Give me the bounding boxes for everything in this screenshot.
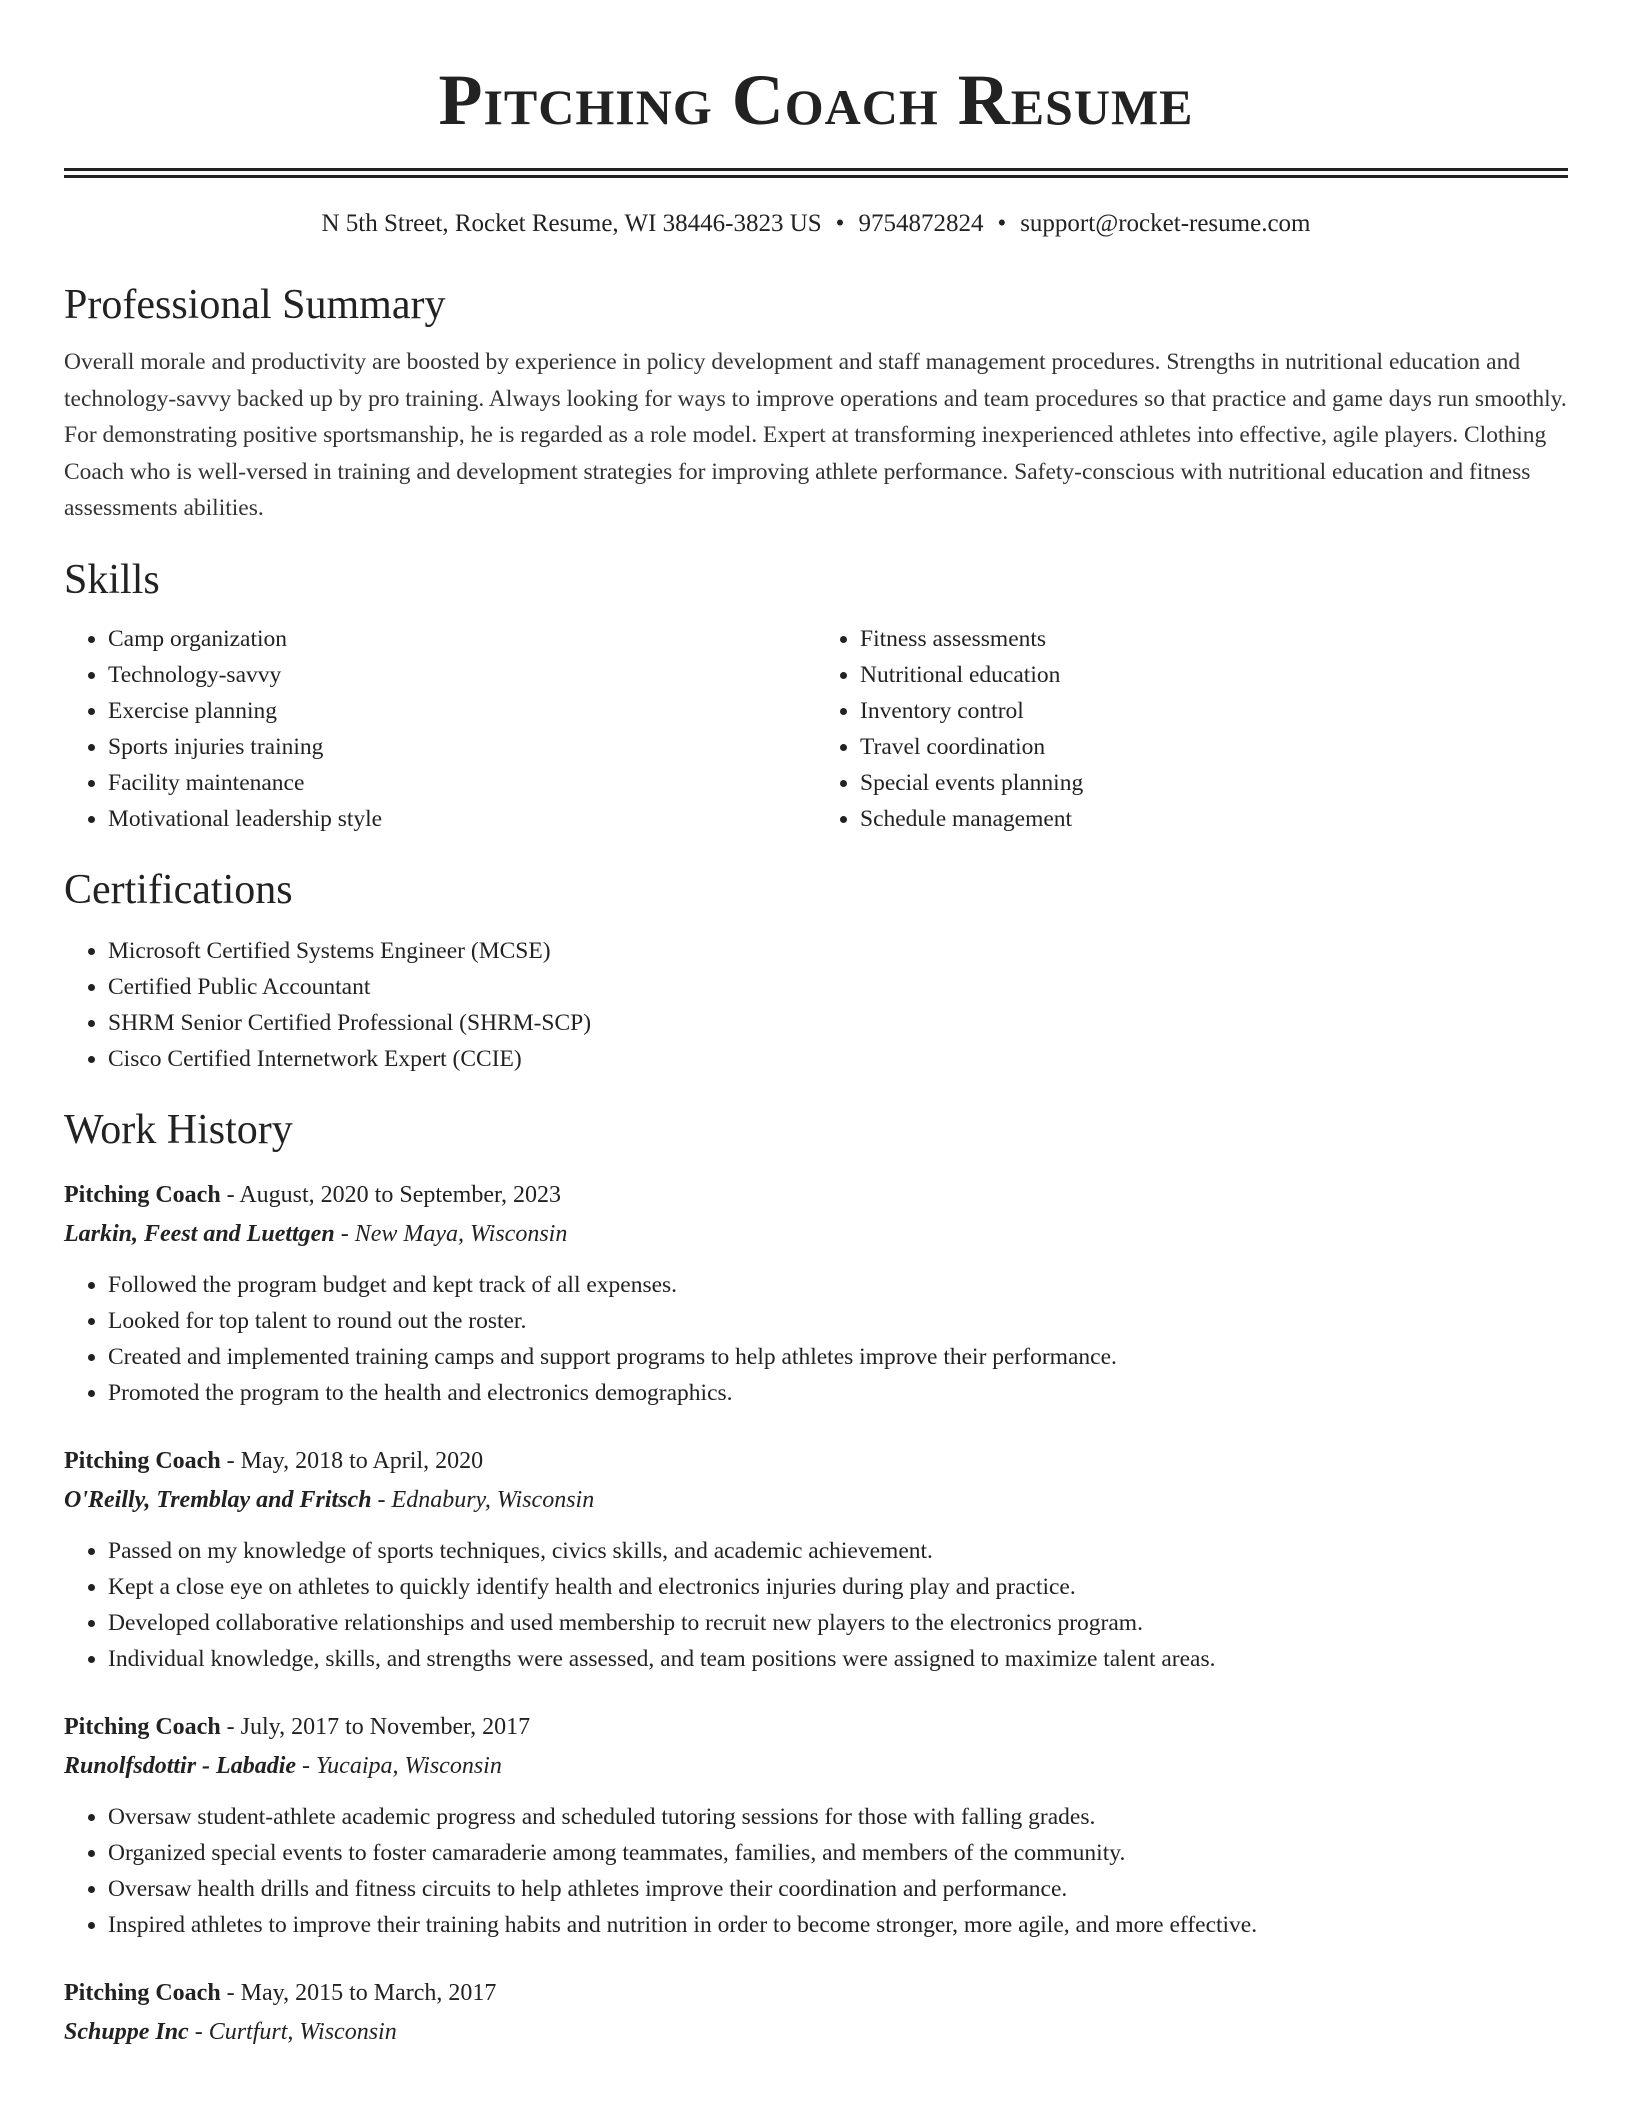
job-bullet: • Promoted the program to the health and electronics demographics. [108, 1375, 1568, 1411]
job-role: Pitching Coach [64, 1713, 221, 1740]
job-company-line: O'Reilly, Tremblay and Fritsch - Ednabury, Wisconsin [64, 1486, 595, 1513]
job-bullets [64, 1267, 1568, 1411]
job-bullets [64, 1533, 1568, 1677]
job-dates: August, 2020 to September, 2023 [239, 1181, 562, 1208]
job-title-line: Pitching Coach - July, 2017 to November, 2017 [64, 1713, 531, 1740]
job-dates: July, 2017 to November, 2017 [240, 1713, 531, 1740]
skills-left-list [64, 621, 816, 837]
skill-item: • Facility maintenance [108, 765, 816, 801]
skill-item: • Camp organization [108, 621, 816, 657]
job-company-line: Runolfsdottir - Labadie - Yucaipa, Wisconsin [64, 1752, 502, 1779]
certification-item: • Cisco Certified Internetwork Expert (CCIE) [108, 1041, 1568, 1077]
certification-item: • Microsoft Certified Systems Engineer (MCSE) [108, 933, 1568, 969]
skills-columns [64, 621, 1568, 837]
job-bullet: • Followed the program budget and kept track of all expenses. [108, 1267, 1568, 1303]
job-bullet: • Oversaw student-athlete academic progress and scheduled tutoring sessions for those with falling grades. [108, 1799, 1568, 1835]
job-company-line: Schuppe Inc - Curtfurt, Wisconsin [64, 2018, 397, 2045]
skill-item: • Motivational leadership style [108, 801, 816, 837]
contact-email: support@rocket-resume.com [1020, 210, 1311, 237]
skill-item: • Sports injuries training [108, 729, 816, 765]
job-bullet: • Looked for top talent to round out the roster. [108, 1303, 1568, 1339]
job-bullets [64, 1799, 1568, 1943]
job-company: O'Reilly, Tremblay and Fritsch [64, 1486, 372, 1513]
job-entry [64, 1441, 1568, 1677]
job-bullet: • Inspired athletes to improve their training habits and nutrition in order to become stronger, more agile, and more effective. [108, 1907, 1568, 1943]
skills-heading: Skills [64, 556, 160, 603]
work-history-heading: Work History [64, 1106, 293, 1153]
job-entry [64, 1175, 1568, 1411]
job-bullet: • Oversaw health drills and fitness circuits to help athletes improve their coordination and performance. [108, 1871, 1568, 1907]
job-location: Curtfurt, Wisconsin [208, 2018, 397, 2045]
skills-right-list [816, 621, 1568, 837]
job-dates: May, 2018 to April, 2020 [240, 1447, 484, 1474]
job-bullet: • Kept a close eye on athletes to quickly identify health and electronics injuries during play and practice. [108, 1569, 1568, 1605]
contact-line [64, 208, 1568, 240]
summary-text: Overall morale and productivity are boosted by experience in policy development and staff management procedures. Strengths in nutritional education and technology-savvy backed up by pro training. Always looking for ways to improve operations and team procedures so that practice and game days run smoothly. For demonstrating positive sportsmanship, he is regarded as a role model. Expert at transforming inexperienced athletes into effective, agile players. Clothing Coach who is well-versed in training and development strategies for improving athlete performance. Safety-conscious with nutritional education and fitness assessments abilities. [64, 349, 1567, 521]
job-role: Pitching Coach [64, 1181, 221, 1208]
skill-item: • Fitness assessments [860, 621, 1568, 657]
job-title-line: Pitching Coach - May, 2018 to April, 2020 [64, 1447, 484, 1474]
job-entry [64, 1973, 1568, 2051]
job-bullet: • Passed on my knowledge of sports techniques, civics skills, and academic achievement. [108, 1533, 1568, 1569]
job-company: Larkin, Feest and Luettgen [64, 1220, 335, 1247]
job-role: Pitching Coach [64, 1979, 221, 2006]
job-location: Ednabury, Wisconsin [391, 1486, 595, 1513]
page-title: Pitching Coach Resume [438, 60, 1194, 140]
skill-item: • Special events planning [860, 765, 1568, 801]
contact-separator: • [835, 210, 845, 237]
job-location: Yucaipa, Wisconsin [316, 1752, 502, 1779]
contact-address: N 5th Street, Rocket Resume, WI 38446-3823 US [321, 210, 822, 237]
job-role: Pitching Coach [64, 1447, 221, 1474]
skill-item: • Technology-savvy [108, 657, 816, 693]
skill-item: • Inventory control [860, 693, 1568, 729]
certifications-list [64, 933, 1568, 1077]
contact-separator: • [997, 210, 1007, 237]
skill-item: • Travel coordination [860, 729, 1568, 765]
certification-item: • Certified Public Accountant [108, 969, 1568, 1005]
job-company: Runolfsdottir - Labadie [64, 1752, 297, 1779]
job-bullet: • Developed collaborative relationships and used membership to recruit new players to the electronics program. [108, 1605, 1568, 1641]
job-bullet: • Created and implemented training camps and support programs to help athletes improve their performance. [108, 1339, 1568, 1375]
job-dates: May, 2015 to March, 2017 [240, 1979, 497, 2006]
skill-item: • Nutritional education [860, 657, 1568, 693]
certifications-heading: Certifications [64, 866, 293, 913]
job-location: New Maya, Wisconsin [354, 1220, 568, 1247]
summary-heading: Professional Summary [64, 282, 446, 328]
contact-phone: 9754872824 [858, 210, 984, 237]
job-bullet: • Organized special events to foster camaraderie among teammates, families, and members of the community. [108, 1835, 1568, 1871]
job-company-line: Larkin, Feest and Luettgen - New Maya, Wisconsin [64, 1220, 568, 1247]
resume-page [64, 0, 1568, 2051]
job-title-line: Pitching Coach - May, 2015 to March, 2017 [64, 1979, 497, 2006]
skill-item: • Exercise planning [108, 693, 816, 729]
job-title-line: Pitching Coach - August, 2020 to September, 2023 [64, 1181, 562, 1208]
skill-item: • Schedule management [860, 801, 1568, 837]
job-bullet: • Individual knowledge, skills, and strengths were assessed, and team positions were assigned to maximize talent areas. [108, 1641, 1568, 1677]
job-company: Schuppe Inc [64, 2018, 189, 2045]
title-divider [64, 168, 1568, 178]
certification-item: • SHRM Senior Certified Professional (SHRM-SCP) [108, 1005, 1568, 1041]
job-entry [64, 1707, 1568, 1943]
